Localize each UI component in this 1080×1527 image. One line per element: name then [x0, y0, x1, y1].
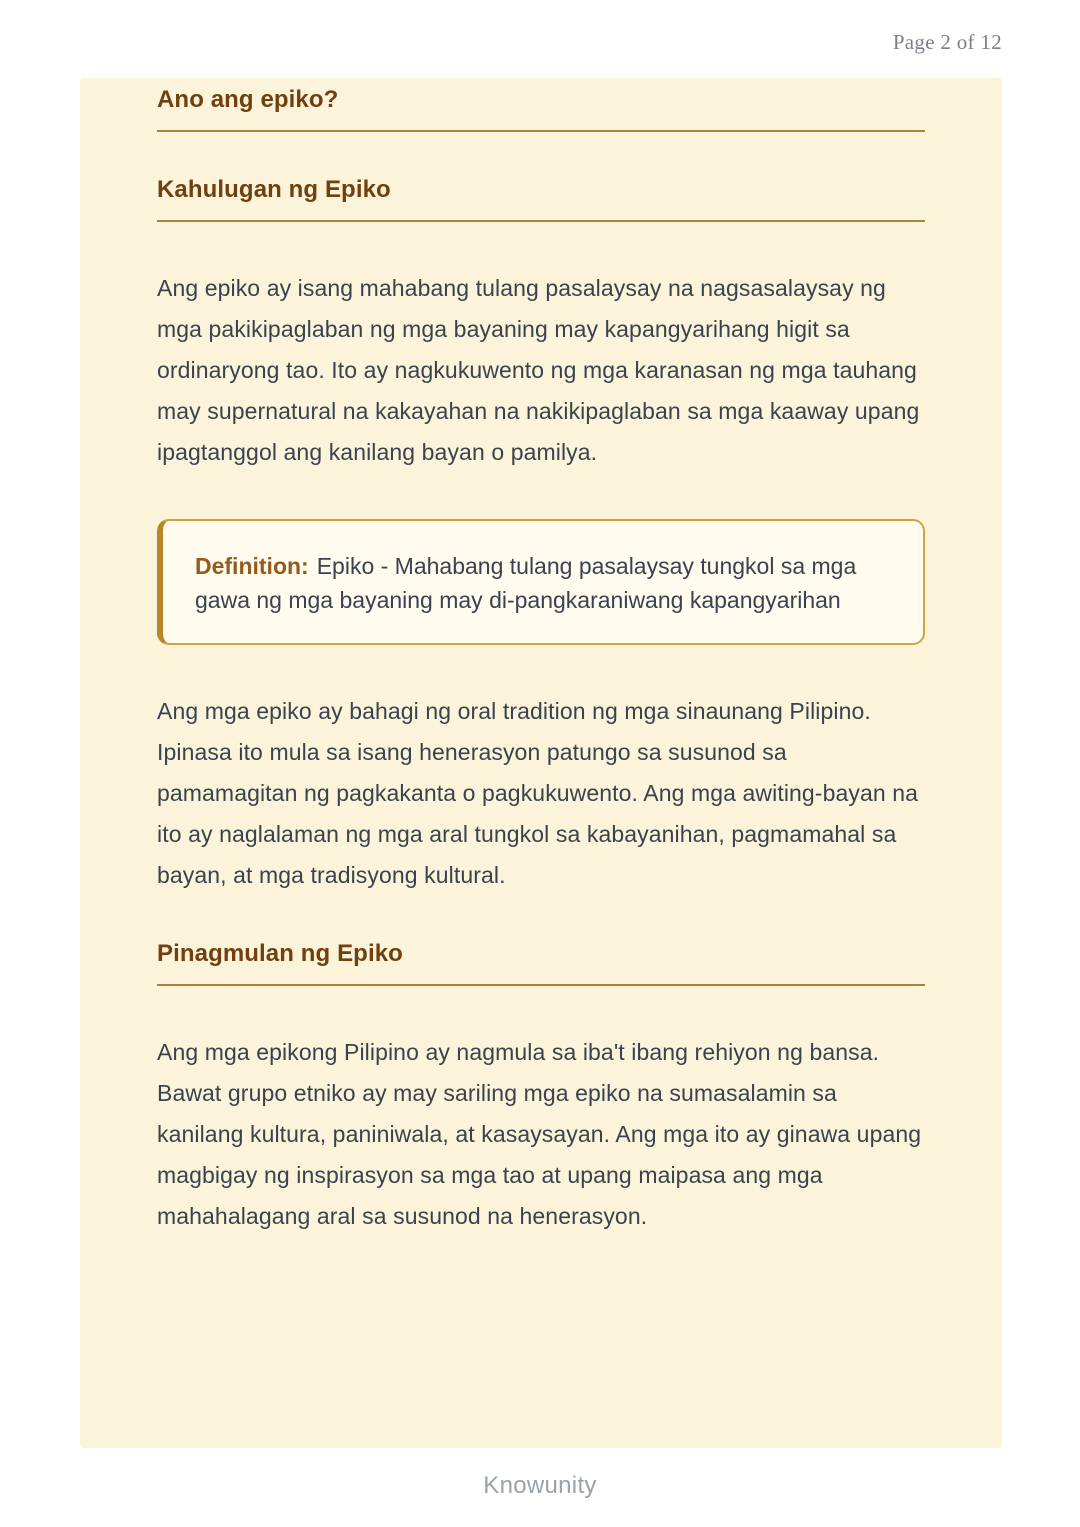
page-footer: [0, 1472, 1080, 1500]
document-title: Ano ang epiko?: [157, 86, 925, 132]
definition-callout: [157, 519, 925, 645]
paragraph-origins: Ang mga epikong Pilipino ay nagmula sa iba't ibang rehiyon ng bansa. Bawat grupo etniko ay may sariling mga epiko na sumasalamin sa kanilang kultura, paniniwala, at kasaysayan. Ang mga ito ay ginawa upang magbigay ng inspirasyon sa mga tao at upang maipasa ang mga mahahalagang aral sa susunod na henerasyon.: [157, 1039, 922, 1229]
page-number-indicator: Page 2 of 12: [892, 30, 1002, 54]
section-heading-pinagmulan: Pinagmulan ng Epiko: [157, 940, 925, 986]
definition-body: Epiko - Mahabang tulang pasalaysay tungkol sa mga gawa ng mga bayaning may di-pangkaraniwang kapangyarihan: [195, 553, 857, 613]
definition-content: [195, 549, 889, 617]
paragraph-oral-tradition: Ang mga epiko ay bahagi ng oral tradition ng mga sinaunang Pilipino. Ipinasa ito mula sa isang henerasyon patungo sa susunod sa pamamagitan ng pagkakanta o pagkukuwento. Ang mga awiting-bayan na ito ay naglalaman ng mga aral tungkol sa kabayanihan, pagmamahal sa bayan, at mga tradisyong kultural.: [157, 698, 919, 888]
document-card: [80, 78, 1002, 1448]
definition-label: Definition:: [195, 553, 309, 579]
section-heading-kahulugan: Kahulugan ng Epiko: [157, 176, 925, 222]
paragraph-definition-intro: Ang epiko ay isang mahabang tulang pasalaysay na nagsasalaysay ng mga pakikipaglaban ng mga bayaning may kapangyarihang higit sa ordinaryong tao. Ito ay nagkukuwento ng mga karanasan ng mga tauhang may supernatural na kakayahan na nakikipaglaban sa mga kaaway upang ipagtanggol ang kanilang bayan o pamilya.: [157, 275, 920, 465]
brand-watermark: Knowunity: [483, 1472, 597, 1499]
